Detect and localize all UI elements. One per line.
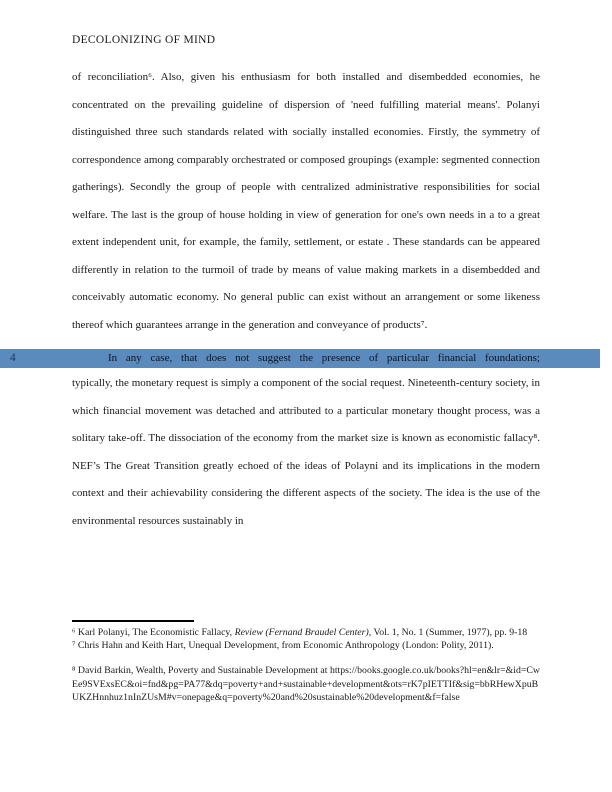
footnote-6-italic-title: Review (Fernand Braudel Center), [234,627,372,638]
highlight-marker-number: 4 [10,352,16,364]
paragraph-2-continuation: typically, the monetary request is simply a component of the social request. Nineteenth-century society, in which financial movement was detached and attributed to a particular monetary thought process, was a solitary take-off. The dissociation of the economy from the market size is known as economistic fallacy⁸. NEF’s The Great Transition greatly echoed of the ideas of Polayni and its implications in the modern context and their achievability considering the different aspects of the society. The idea is the use of the environmental resources sustainably in [72,377,540,527]
highlighted-sentence-bar [0,349,600,368]
running-header-title: DECOLONIZING OF MIND [72,34,216,46]
footnote-6-text: ⁶ Karl Polanyi, The Economistic Fallacy, [72,627,235,638]
footnote-separator-rule [72,620,194,622]
body-text-block [10,64,540,535]
footnote-6-text-end: Vol. 1, No. 1 (Summer, 1977), pp. 9-18 [371,627,528,638]
footnote-8: ⁸ David Barkin, Wealth, Poverty and Sustainable Development at https://books.google.co.uk/books?hl=en&lr=&id=CwEe9SVExsEC&oi=fnd&pg=PA77&dq=poverty+and+sustainable+development&ots=rK7pIETTIf&sig=bbRHewXpuBUKZHnnhuz1nInZUsM#v=onepage&q=poverty%20and%20sustainable%20development&f=false [72,665,540,703]
footnote-7: ⁷ Chris Hahn and Keith Hart, Unequal Development, from Economic Anthropology (London: Polity, 2011). [72,640,494,652]
highlighted-sentence-text: In any case, that does not suggest the presence of particular financial foundations; [108,352,540,364]
paragraph-1: of reconciliation⁶. Also, given his enthusiasm for both installed and disembedded economies, he concentrated on the prevailing guideline of dispersion of 'need fulfilling material means'. Polanyi distinguished three such standards related with socially installed economies. Firstly, the symmetry of correspondence among comparably orchestrated or composed groupings (example: segmented connection gatherings). Secondly the group of people with centralized administrative responsibilities for social welfare. The last is the group of house holding in view of generation for one's own needs in a to a great extent independent unit, for example, the family, settlement, or estate . These standards can be appeared differently in relation to the turmoil of trade by means of value making markets in a disembedded and conceivably automatic economy. No general public can exist without an arrangement or some likeness thereof which guarantees arrange in the generation and conveyance of products⁷. [72,71,540,331]
footnote-6 [72,626,540,639]
footnote-section [72,620,540,704]
